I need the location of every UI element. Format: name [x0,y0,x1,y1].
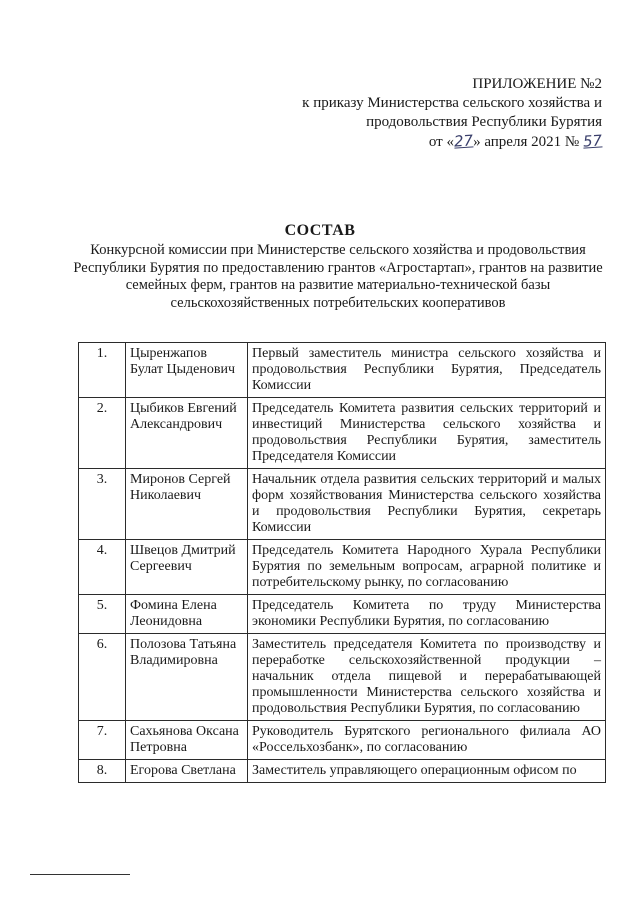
table-row [79,469,606,540]
appendix-header [272,75,602,152]
member-name: Цыренжапов Булат Цыденович [126,343,248,398]
member-number: 3. [79,469,126,540]
member-name: Фомина Елена Леонидовна [126,595,248,634]
member-name: Сахьянова Оксана Петровна [126,721,248,760]
date-middle: » апреля 2021 № [473,134,580,150]
member-number: 4. [79,540,126,595]
date-prefix: от « [428,134,454,150]
order-line-2: продовольствия Республики Бурятия [366,114,602,130]
document-title: СОСТАВ [284,222,356,239]
member-number: 7. [79,721,126,760]
member-role: Заместитель председателя Комитета по производству и переработке сельскохозяйственной продукции – начальник отдела пищевой и перерабатывающей промышленности Министерства сельского хозяйства и продовольствия Республики Бурятия, по согласованию [248,634,606,721]
order-line-1: к приказу Министерства сельского хозяйства и [302,95,602,111]
members-table [78,342,606,783]
member-name: Полозова Татьяна Владимировна [126,634,248,721]
member-role: Руководитель Бурятского регионального филиала АО «Россельхозбанк», по согласованию [248,721,606,760]
table-row [79,760,606,783]
table-row [79,398,606,469]
member-number: 2. [79,398,126,469]
member-role: Председатель Комитета Народного Хурала Республики Бурятия по земельным вопросам, аграрной политике и потребительскому рынку, по согласованию [248,540,606,595]
member-role: Председатель Комитета по труду Министерства экономики Республики Бурятия, по согласованию [248,595,606,634]
handwritten-order-number: 57 [582,131,603,151]
member-name: Егорова Светлана [126,760,248,783]
member-name: Миронов Сергей Николаевич [126,469,248,540]
handwritten-day: 27 [453,131,474,151]
table-row [79,721,606,760]
table-row [79,343,606,398]
member-number: 6. [79,634,126,721]
member-name: Швецов Дмитрий Сергеевич [126,540,248,595]
appendix-title: ПРИЛОЖЕНИЕ №2 [472,76,602,92]
table-row [79,634,606,721]
member-role: Заместитель управляющего операционным офисом по [248,760,606,783]
member-role: Председатель Комитета развития сельских территорий и инвестиций Министерства сельского хозяйства и продовольствия Республики Бурятия, заместитель Председателя Комиссии [248,398,606,469]
member-number: 5. [79,595,126,634]
member-number: 1. [79,343,126,398]
member-name: Цыбиков Евгений Александрович [126,398,248,469]
member-role: Начальник отдела развития сельских территорий и малых форм хозяйствования Министерства сельского хозяйства и продовольствия Республики Бурятия, секретарь Комиссии [248,469,606,540]
order-date-line [272,132,602,152]
member-number: 8. [79,760,126,783]
table-row [79,540,606,595]
footnote-divider [30,874,130,875]
table-row [79,595,606,634]
document-subtitle: Конкурсной комиссии при Министерстве сельского хозяйства и продовольствия Республики Бурятия по предоставлению грантов «Агростартап», грантов на развитие семейных ферм, грантов на развитие материально-технической базы сельскохозяйственных потребительских кооперативов [73,242,603,311]
member-role: Первый заместитель министра сельского хозяйства и продовольствия Республики Бурятия, Председатель Комиссии [248,343,606,398]
